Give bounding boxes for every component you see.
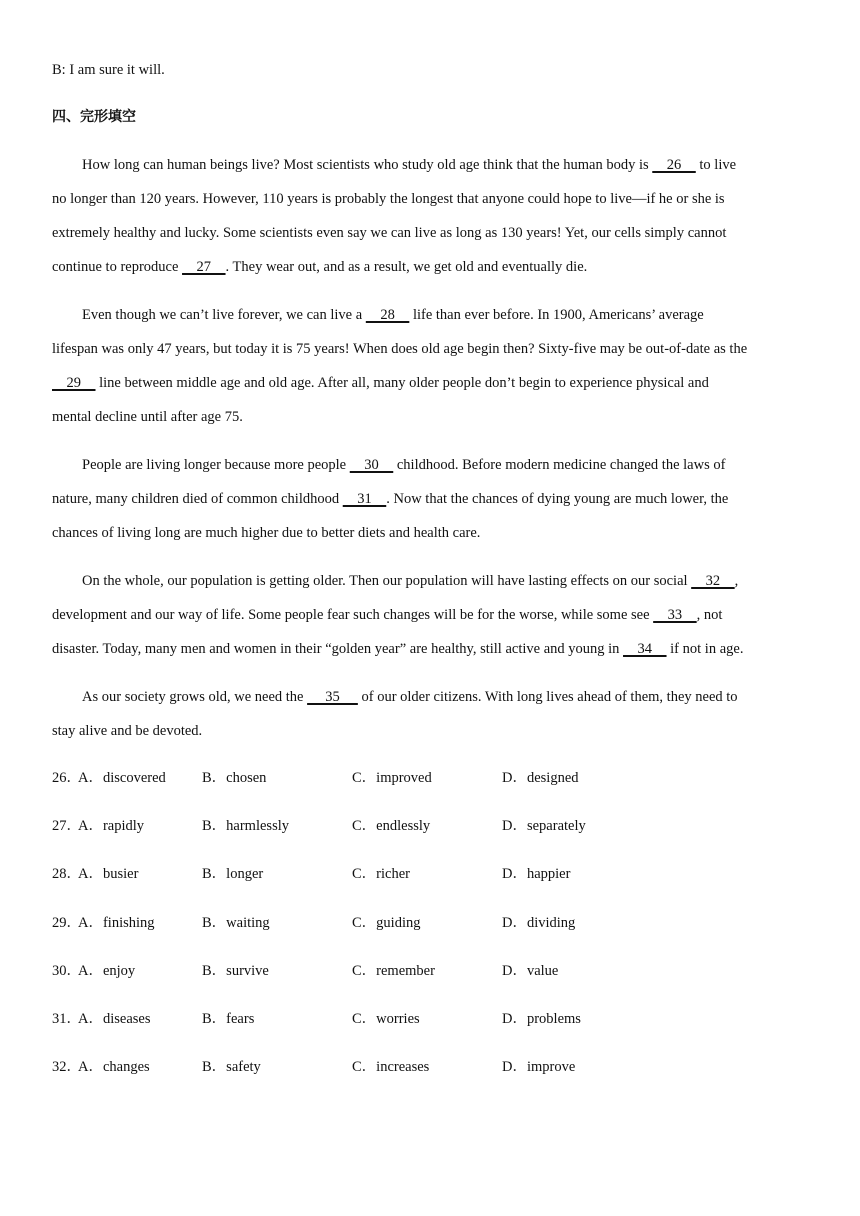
passage-line: lifespan was only 47 years, but today it is 75 years! When does old age begin then? Sixty-five may be out-of-date as the <box>52 341 748 357</box>
passage-line: stay alive and be devoted. <box>52 723 203 739</box>
passage-line: nature, many children died of common childhood 31 . Now that the chances of dying young are much lower, the <box>52 491 729 507</box>
passage-paragraph <box>52 564 812 666</box>
option-b: B．waiting <box>202 914 270 931</box>
option-b: B．safety <box>202 1059 261 1076</box>
option-d: D．dividing <box>502 914 576 931</box>
cloze-blank: 26 <box>652 157 696 173</box>
dialogue-line: B: I am sure it will. <box>52 62 165 78</box>
option-d: D．happier <box>502 866 571 883</box>
option-d: D．separately <box>502 818 586 835</box>
option-d: D．value <box>502 962 559 979</box>
passage-line: disaster. Today, many men and women in their “golden year” are healthy, still active and young in 34 if not in age. <box>52 641 744 657</box>
passage-line: chances of living long are much higher due to better diets and health care. <box>52 525 481 541</box>
answer-options <box>52 762 812 1099</box>
question-row <box>52 955 812 1003</box>
option-c: C．guiding <box>352 914 421 931</box>
option-b: B．fears <box>202 1010 255 1027</box>
option-a: A．changes <box>78 1059 150 1076</box>
cloze-blank: 29 <box>52 375 96 391</box>
option-b: B．chosen <box>202 770 267 786</box>
question-row <box>52 1051 812 1099</box>
passage-line: 29 line between middle age and old age. After all, many older people don’t begin to experience physical and <box>52 375 709 391</box>
passage-line: As our society grows old, we need the 35 of our older citizens. With long lives ahead of them, they need to <box>82 689 738 705</box>
option-c: C．increases <box>352 1059 430 1076</box>
question-row <box>52 858 812 906</box>
cloze-blank: 28 <box>365 307 410 323</box>
question-row <box>52 1003 812 1051</box>
passage-line: extremely healthy and lucky. Some scientists even say we can live as long as 130 years! Yet, our cells simply cannot <box>52 225 727 241</box>
passage-line: mental decline until after age 75. <box>52 409 243 425</box>
option-c: C．richer <box>352 866 410 883</box>
option-d: D．problems <box>502 1010 581 1027</box>
option-b: B．longer <box>202 866 264 883</box>
option-a: A．diseases <box>78 1010 151 1027</box>
passage-paragraph <box>52 448 812 550</box>
passage-line: no longer than 120 years. However, 110 years is probably the longest that anyone could hope to live—if he or she is <box>52 191 725 207</box>
cloze-blank: 32 <box>691 573 735 589</box>
option-b: B．survive <box>202 962 269 979</box>
cloze-blank: 33 <box>653 607 697 623</box>
passage-line: Even though we can’t live forever, we can live a 28 life than ever before. In 1900, Americans’ average <box>82 307 704 323</box>
question-number: 32． <box>52 1059 81 1076</box>
option-c: C．endlessly <box>352 818 431 835</box>
passage-paragraph <box>52 680 812 748</box>
option-b: B．harmlessly <box>202 818 289 835</box>
passage-line: continue to reproduce 27 . They wear out, and as a result, we get old and eventually die. <box>52 259 588 275</box>
passage-line: development and our way of life. Some people fear such changes will be for the worse, while some see 33 , not <box>52 607 723 623</box>
passage-paragraph <box>52 148 812 284</box>
passage-line: On the whole, our population is getting older. Then our population will have lasting effects on our social 32 , <box>82 573 739 589</box>
cloze-blank: 35 <box>307 689 358 705</box>
option-a: A．busier <box>78 866 139 883</box>
cloze-blank: 30 <box>349 457 394 473</box>
question-row <box>52 907 812 955</box>
option-d: D．improve <box>502 1059 576 1076</box>
passage-paragraph <box>52 298 812 434</box>
passage-line: How long can human beings live? Most scientists who study old age think that the human body is 26 to live <box>82 157 737 173</box>
question-row <box>52 762 812 810</box>
cloze-blank: 34 <box>623 641 667 657</box>
option-a: A．enjoy <box>78 962 136 979</box>
question-number: 30． <box>52 962 81 979</box>
question-number: 31． <box>52 1010 81 1027</box>
cloze-blank: 31 <box>342 491 387 507</box>
option-d: D．designed <box>502 770 579 786</box>
option-c: C．improved <box>352 770 432 786</box>
question-row <box>52 810 812 858</box>
section-title: 四、完形填空 <box>52 109 136 125</box>
option-c: C．remember <box>352 962 435 979</box>
passage-line: People are living longer because more people 30 childhood. Before modern medicine changed the laws of <box>82 457 726 473</box>
option-c: C．worries <box>352 1010 420 1027</box>
option-a: A．discovered <box>78 770 166 786</box>
cloze-passage <box>52 148 812 762</box>
option-a: A．finishing <box>78 914 155 931</box>
question-number: 28． <box>52 866 81 883</box>
option-a: A．rapidly <box>78 818 145 835</box>
question-number: 26． <box>52 770 81 786</box>
question-number: 29． <box>52 914 81 931</box>
question-number: 27． <box>52 818 81 835</box>
cloze-blank: 27 <box>182 259 226 275</box>
